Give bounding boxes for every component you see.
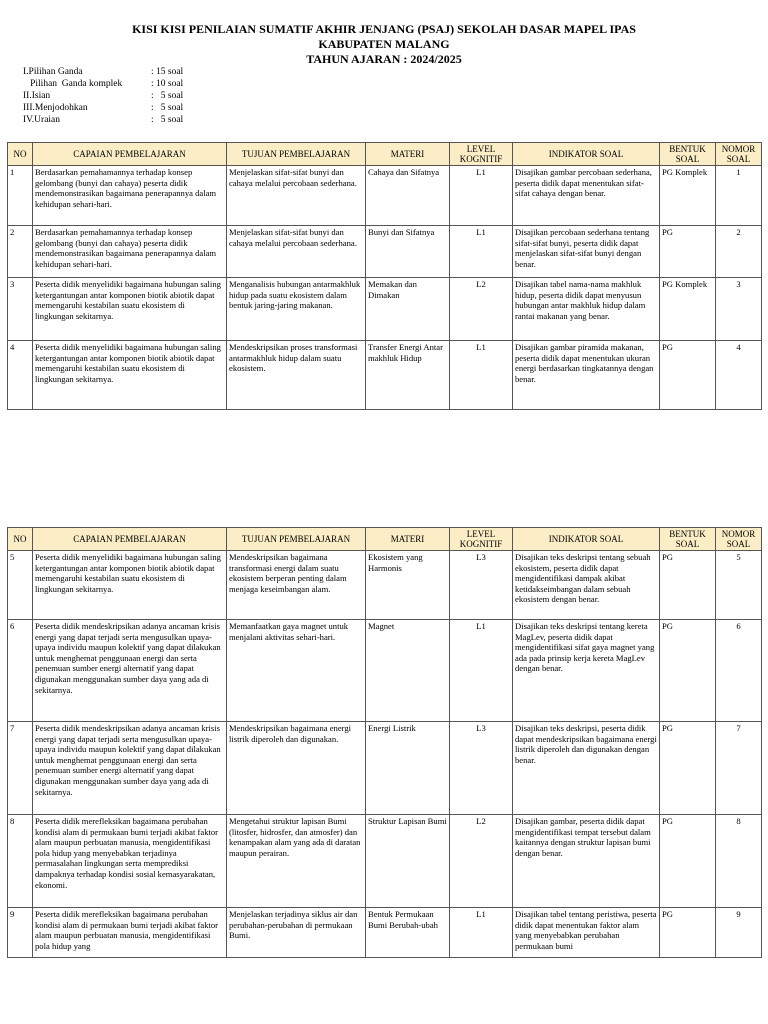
cell-no: 3 <box>8 278 33 341</box>
summary-row <box>23 102 183 114</box>
document-subtitle-year: TAHUN AJARAN : 2024/2025 <box>306 52 462 66</box>
cell-bentuk: PG <box>660 722 716 815</box>
header-level: LEVEL KOGNITIF <box>450 528 513 551</box>
cell-nomor: 7 <box>716 722 762 815</box>
cell-tujuan: Mendeskripsikan bagaimana energi listrik diperoleh dan digunakan. <box>227 722 366 815</box>
cell-bentuk: PG Komplek <box>660 278 716 341</box>
cell-capaian: Peserta didik menyelidiki bagaimana hubungan saling ketergantungan antar komponen biotik abiotik dapat memengaruhi kestabilan suatu ekosistem di lingkungan sekitarnya. <box>33 278 227 341</box>
cell-bentuk: PG <box>660 341 716 410</box>
cell-nomor: 5 <box>716 551 762 620</box>
cell-indikator: Disajikan gambar percobaan sederhana, peserta didik dapat menentukan sifat-sifat cahaya dengan benar. <box>513 166 660 226</box>
cell-indikator: Disajikan teks deskripsi, peserta didik dapat mendeskripsikan bagaimana energi listrik diperoleh dan digunakan dengan benar. <box>513 722 660 815</box>
cell-materi: Bentuk Permukaan Bumi Berubah-ubah <box>366 908 450 958</box>
cell-no: 5 <box>8 551 33 620</box>
cell-materi: Struktur Lapisan Bumi <box>366 815 450 908</box>
cell-no: 7 <box>8 722 33 815</box>
cell-nomor: 3 <box>716 278 762 341</box>
cell-nomor: 4 <box>716 341 762 410</box>
cell-level: L3 <box>450 551 513 620</box>
header-materi: MATERI <box>366 143 450 166</box>
cell-tujuan: Memanfaatkan gaya magnet untuk menjalani aktivitas sehari-hari. <box>227 620 366 722</box>
cell-materi: Cahaya dan Sifatnya <box>366 166 450 226</box>
kisi-table-1 <box>7 142 762 410</box>
summary-value: : 5 soal <box>151 103 184 113</box>
cell-no: 1 <box>8 166 33 226</box>
cell-materi: Memakan dan Dimakan <box>366 278 450 341</box>
document-title: KISI KISI PENILAIAN SUMATIF AKHIR JENJANG (PSAJ) SEKOLAH DASAR MAPEL IPAS <box>132 22 636 36</box>
summary-label: Pilihan Ganda komplek <box>23 79 123 89</box>
table-row <box>8 166 762 226</box>
header-no: NO <box>8 143 33 166</box>
summary-label: II.Isian <box>23 91 51 101</box>
cell-tujuan: Menganalisis hubungan antarmakhluk hidup pada suatu ekosistem dalam bentuk jaring-jaring makanan. <box>227 278 366 341</box>
cell-materi: Transfer Energi Antar makhluk Hidup <box>366 341 450 410</box>
cell-capaian: Peserta didik menyelidiki bagaimana hubungan saling ketergantungan antar komponen biotik abiotik dapat memengaruhi kestabilan suatu ekosistem di lingkungan sekitarnya. <box>33 341 227 410</box>
table-row <box>8 226 762 278</box>
table-row <box>8 278 762 341</box>
kisi-table-2 <box>7 527 762 958</box>
summary-label: IV.Uraian <box>23 115 61 125</box>
summary-row <box>23 78 183 90</box>
cell-indikator: Disajikan teks deskripsi tentang kereta MagLev, peserta didik dapat mengidentifikasi sifat gaya magnet yang ada pada prinsip kerja kereta MagLev dengan benar. <box>513 620 660 722</box>
header-capaian: CAPAIAN PEMBELAJARAN <box>33 528 227 551</box>
header-tujuan: TUJUAN PEMBELAJARAN <box>227 143 366 166</box>
summary-value: : 5 soal <box>151 115 184 125</box>
header-indikator: INDIKATOR SOAL <box>513 528 660 551</box>
cell-indikator: Disajikan teks deskripsi tentang sebuah ekosistem, peserta didik dapat mengidentifikasi dampak akibat ketidakseimbangan dalam sebuah ekosistem dengan benar. <box>513 551 660 620</box>
cell-no: 4 <box>8 341 33 410</box>
summary-label: I.Pilihan Ganda <box>23 67 83 77</box>
cell-level: L1 <box>450 620 513 722</box>
cell-bentuk: PG <box>660 815 716 908</box>
question-type-summary <box>23 66 183 126</box>
table-row <box>8 551 762 620</box>
cell-nomor: 9 <box>716 908 762 958</box>
cell-tujuan: Menjelaskan terjadinya siklus air dan perubahan-perubahan di permukaan Bumi. <box>227 908 366 958</box>
summary-value: : 15 soal <box>151 67 184 77</box>
cell-capaian: Peserta didik mendeskripsikan adanya ancaman krisis energi yang dapat terjadi serta mengusulkan upaya-upaya individu maupun kolektif yang dapat dilakukan untuk menghemat penggunaan energi dan serta penemuan sumber energi alternatif yang dapat digunakan menggunakan sumber daya yang ada di sekitarnya. <box>33 722 227 815</box>
cell-tujuan: Mendeskripsikan proses transformasi antarmakhluk hidup dalam suatu ekosistem. <box>227 341 366 410</box>
header-tujuan: TUJUAN PEMBELAJARAN <box>227 528 366 551</box>
cell-bentuk: PG <box>660 620 716 722</box>
cell-capaian: Peserta didik menyelidiki bagaimana hubungan saling ketergantungan antar komponen biotik abiotik dapat memengaruhi kestabilan suatu ekosistem di lingkungan sekitarnya. <box>33 551 227 620</box>
cell-level: L1 <box>450 226 513 278</box>
cell-indikator: Disajikan tabel nama-nama makhluk hidup, peserta didik dapat menyusun hubungan antar makhluk hidup dalam rantai makanan yang benar. <box>513 278 660 341</box>
header-no: NO <box>8 528 33 551</box>
cell-nomor: 8 <box>716 815 762 908</box>
summary-row <box>23 66 183 78</box>
cell-no: 2 <box>8 226 33 278</box>
cell-bentuk: PG <box>660 551 716 620</box>
cell-indikator: Disajikan gambar, peserta didik dapat mengidentifikasi tempat tersebut dalam kaitannya dengan struktur lapisan bumi dengan benar. <box>513 815 660 908</box>
table-row <box>8 815 762 908</box>
cell-capaian: Peserta didik merefleksikan bagaimana perubahan kondisi alam di permukaan bumi terjadi akibat faktor alam maupun perbuatan manusia, mengidentifikasi pola hidup yang <box>33 908 227 958</box>
cell-no: 9 <box>8 908 33 958</box>
cell-capaian: Peserta didik mendeskripsikan adanya ancaman krisis energi yang dapat terjadi serta mengusulkan upaya-upaya individu maupun kolektif yang dapat dilakukan untuk menghemat penggunaan energi dan serta penemuan sumber energi alternatif yang dapat digunakan menggunakan sumber daya yang ada di sekitarnya. <box>33 620 227 722</box>
document-subtitle-region: KABUPATEN MALANG <box>318 37 450 51</box>
cell-materi: Bunyi dan Sifatnya <box>366 226 450 278</box>
cell-tujuan: Menjelaskan sifat-sifat bunyi dan cahaya melalui percobaan sederhana. <box>227 226 366 278</box>
cell-level: L2 <box>450 815 513 908</box>
summary-value: : 10 soal <box>151 79 184 89</box>
cell-level: L1 <box>450 166 513 226</box>
table-row <box>8 908 762 958</box>
cell-indikator: Disajikan tabel tentang peristiwa, peserta didik dapat menentukan faktor alam yang menyebabkan perubahan permukaan bumi <box>513 908 660 958</box>
header-nomor: NOMOR SOAL <box>716 528 762 551</box>
cell-nomor: 2 <box>716 226 762 278</box>
cell-tujuan: Menjelaskan sifat-sifat bunyi dan cahaya melalui percobaan sederhana. <box>227 166 366 226</box>
cell-tujuan: Mendeskripsikan bagaimana transformasi energi dalam suatu ekosistem berperan penting dalam menjaga keseimbangan alam. <box>227 551 366 620</box>
table-row <box>8 341 762 410</box>
cell-no: 8 <box>8 815 33 908</box>
cell-nomor: 6 <box>716 620 762 722</box>
table-row <box>8 722 762 815</box>
cell-bentuk: PG <box>660 908 716 958</box>
cell-bentuk: PG Komplek <box>660 166 716 226</box>
cell-capaian: Berdasarkan pemahamannya terhadap konsep gelombang (bunyi dan cahaya) peserta didik mendemonstrasikan bagaimana penerapannya dalam kehidupan sehari-hari. <box>33 166 227 226</box>
cell-level: L1 <box>450 908 513 958</box>
cell-indikator: Disajikan percobaan sederhana tentang sifat-sifat bunyi, peserta didik dapat menjelaskan sifat-sifat bunyi dengan benar. <box>513 226 660 278</box>
summary-value: : 5 soal <box>151 91 184 101</box>
header-level: LEVEL KOGNITIF <box>450 143 513 166</box>
cell-bentuk: PG <box>660 226 716 278</box>
cell-capaian: Peserta didik merefleksikan bagaimana perubahan kondisi alam di permukaan bumi terjadi akibat faktor alam maupun perbuatan manusia, mengidentifikasi pola hidup yang menyebabkan terjadinya permasalahan lingkungan serta memprediksi dampaknya terhadap kondisi sosial kemasyarakatan, ekonomi. <box>33 815 227 908</box>
header-bentuk: BENTUK SOAL <box>660 528 716 551</box>
cell-materi: Energi Listrik <box>366 722 450 815</box>
header-bentuk: BENTUK SOAL <box>660 143 716 166</box>
header-indikator: INDIKATOR SOAL <box>513 143 660 166</box>
cell-no: 6 <box>8 620 33 722</box>
header-nomor: NOMOR SOAL <box>716 143 762 166</box>
header-materi: MATERI <box>366 528 450 551</box>
cell-capaian: Berdasarkan pemahamannya terhadap konsep gelombang (bunyi dan cahaya) peserta didik mendemonstrasikan bagaimana penerapannya dalam kehidupan sehari-hari. <box>33 226 227 278</box>
summary-row <box>23 90 183 102</box>
cell-level: L3 <box>450 722 513 815</box>
cell-materi: Magnet <box>366 620 450 722</box>
header-capaian: CAPAIAN PEMBELAJARAN <box>33 143 227 166</box>
table-header-row <box>8 528 762 551</box>
cell-indikator: Disajikan gambar piramida makanan, peserta didik dapat menentukan ukuran energi berdasarkan tingkatannya dengan benar. <box>513 341 660 410</box>
summary-label: III.Menjodohkan <box>23 103 88 113</box>
cell-materi: Ekosistem yang Harmonis <box>366 551 450 620</box>
cell-level: L1 <box>450 341 513 410</box>
table-header-row <box>8 143 762 166</box>
cell-level: L2 <box>450 278 513 341</box>
cell-nomor: 1 <box>716 166 762 226</box>
summary-row <box>23 114 183 126</box>
cell-tujuan: Mengetahui struktur lapisan Bumi (litosfer, hidrosfer, dan atmosfer) dan kenampakan alam yang ada di daratan maupun perairan. <box>227 815 366 908</box>
table-row <box>8 620 762 722</box>
